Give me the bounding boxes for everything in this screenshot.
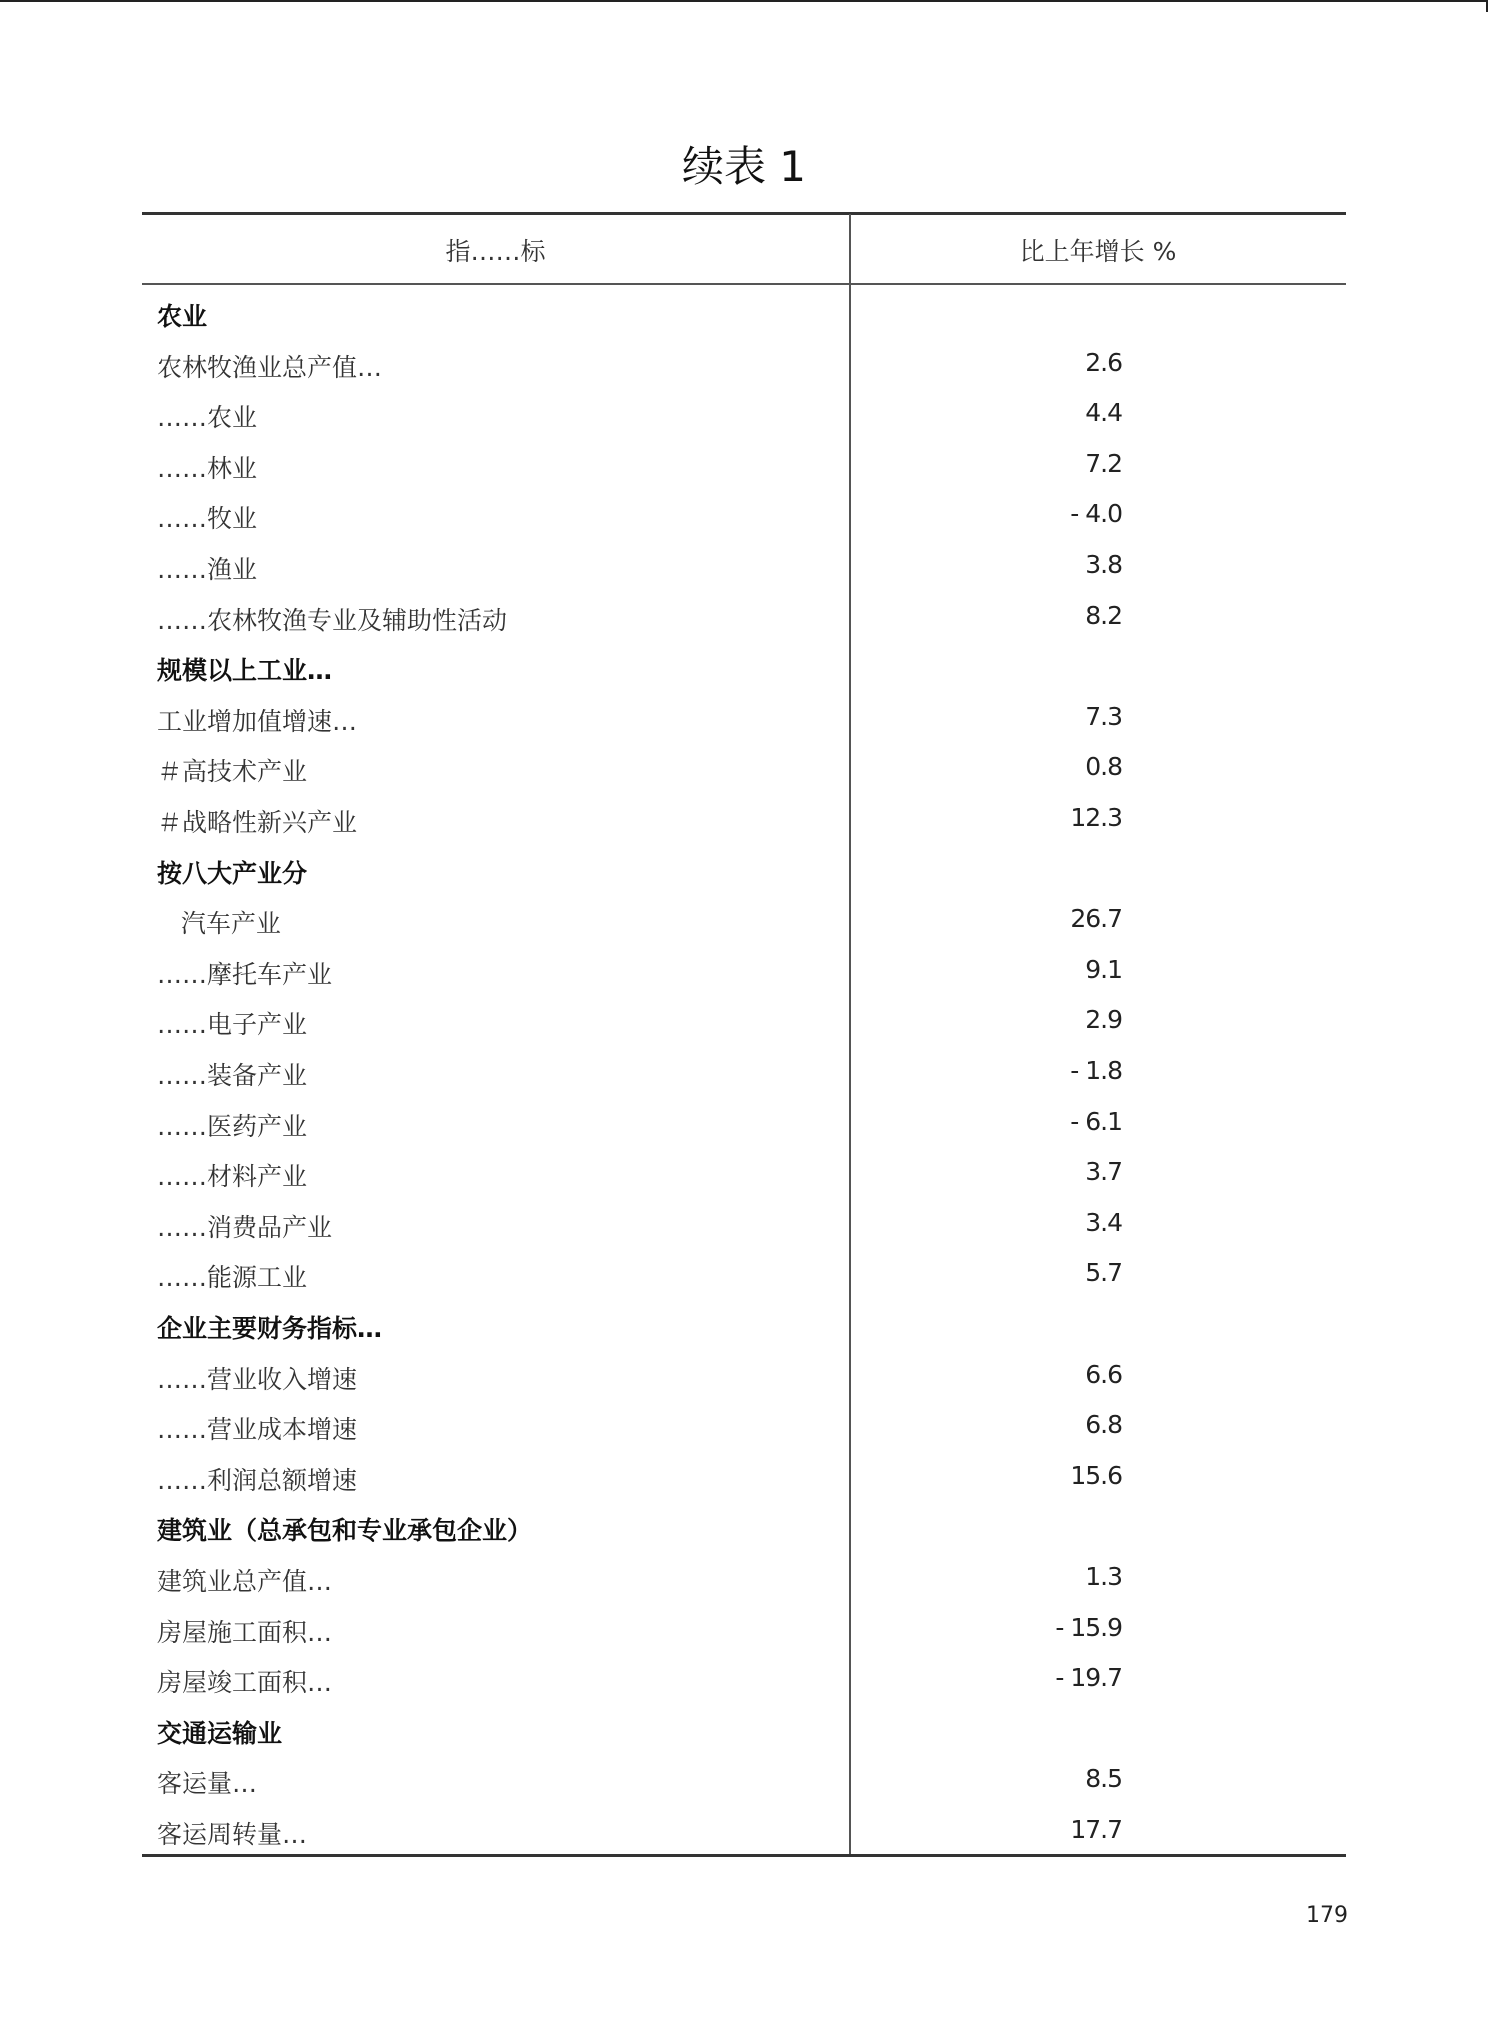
table-row [142,340,1346,390]
table-row [142,896,1346,946]
page-border-top [0,0,1488,2]
table-row [142,744,1346,794]
row-value: 3.7 [1085,1157,1122,1187]
row-value: 1.3 [1085,1562,1122,1591]
row-value: - 15.9 [1055,1612,1122,1642]
header-growth-percent: 比上年增长 % [1019,237,1177,266]
table-row [142,795,1346,845]
table-row [142,1048,1346,1098]
row-label: ……消费品产业 [157,1212,333,1242]
row-label: ……营业收入增速 [157,1364,358,1394]
row-value: 0.8 [1085,752,1122,782]
row-value: 8.2 [1085,600,1122,630]
table-title: 续表 1 [681,142,807,191]
table-row [142,1655,1346,1705]
row-label: 企业主要财务指标… [157,1314,383,1343]
row-value: 3.4 [1085,1207,1122,1237]
row-label: ＃高技术产业 [157,757,308,787]
row-value: - 1.8 [1070,1056,1122,1085]
table-section-row [142,1301,1346,1351]
table-row [142,1756,1346,1806]
table-section-row [142,846,1346,896]
header-indicator: 指……标 [445,237,546,266]
row-label: ……医药产业 [157,1111,308,1141]
table-section-row [142,1706,1346,1756]
row-label: ……农林牧渔专业及辅助性活动 [157,605,508,635]
row-label: 交通运输业 [157,1718,283,1748]
table-row [142,1099,1346,1149]
table-row [142,1605,1346,1655]
table-row [142,947,1346,997]
row-label: 客运周转量… [157,1820,308,1849]
row-label: 建筑业（总承包和专业承包企业） [157,1516,533,1546]
table-section-row [142,289,1346,339]
table-row [142,1402,1346,1452]
row-value: 6.6 [1085,1359,1122,1389]
row-label: 房屋竣工面积… [157,1668,333,1698]
table-row [142,441,1346,491]
row-value: 2.6 [1085,347,1122,377]
table-row [142,1453,1346,1503]
row-label: 汽车产业 [157,909,281,939]
row-value: 9.1 [1085,954,1122,984]
table-section-row [142,643,1346,693]
table-row [142,542,1346,592]
row-value: 5.7 [1085,1258,1122,1288]
row-label: ……牧业 [157,504,258,534]
table-header-rule [142,283,1346,285]
row-label: 建筑业总产值… [157,1567,333,1596]
table-row [142,1250,1346,1300]
row-label: ……摩托车产业 [157,959,333,989]
table-row [142,997,1346,1047]
table-row [142,491,1346,541]
row-label: ……材料产业 [157,1162,308,1192]
row-label: 房屋施工面积… [157,1617,333,1647]
row-value: 2.9 [1085,1005,1122,1035]
table-row [142,1149,1346,1199]
row-label: ……能源工业 [157,1263,308,1293]
row-value: 17.7 [1070,1815,1122,1844]
row-label: 农业 [157,302,208,331]
table-section-row [142,1503,1346,1553]
table-row [142,1807,1346,1857]
table-row [142,1200,1346,1250]
table-row [142,593,1346,643]
row-label: ……渔业 [157,555,258,584]
row-value: 3.8 [1085,550,1122,579]
row-value: 8.5 [1085,1764,1122,1794]
row-label: ……农业 [157,403,258,433]
row-label: 按八大产业分 [157,858,308,888]
row-label: ……林业 [157,453,258,483]
row-value: - 19.7 [1055,1663,1122,1693]
row-label: ……电子产业 [157,1010,308,1040]
row-label: ＃战略性新兴产业 [157,808,358,837]
row-label: 工业增加值增速… [157,706,358,736]
row-value: 6.8 [1085,1410,1122,1440]
row-value: 7.2 [1085,448,1122,478]
row-value: 15.6 [1070,1460,1122,1490]
row-label: 规模以上工业… [157,656,333,686]
row-label: ……装备产业 [157,1061,308,1090]
table-row [142,1554,1346,1604]
row-label: 客运量… [157,1769,258,1799]
table-top-rule [142,212,1346,215]
row-label: ……利润总额增速 [157,1465,358,1495]
row-value: 12.3 [1070,803,1122,832]
page-number: 179 [1306,1903,1348,1928]
row-value: - 6.1 [1070,1106,1122,1136]
table-bottom-rule [142,1854,1346,1857]
table-row [142,694,1346,744]
row-value: 26.7 [1070,904,1122,934]
row-value: 7.3 [1085,701,1122,731]
row-value: 4.4 [1085,398,1122,428]
table-row [142,1352,1346,1402]
row-label: ……营业成本增速 [157,1415,358,1445]
table-row [142,390,1346,440]
row-label: 农林牧渔业总产值… [157,352,383,382]
row-value: - 4.0 [1070,499,1122,529]
